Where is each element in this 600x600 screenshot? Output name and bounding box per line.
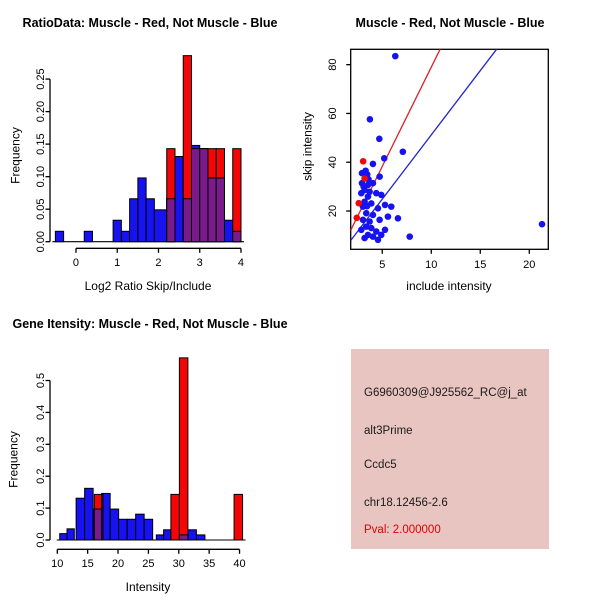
hist-bar-red bbox=[171, 494, 180, 540]
y-tick-label: 0.00 bbox=[34, 230, 47, 253]
ratio-hist-xlabel: Log2 Ratio Skip/Include bbox=[84, 279, 212, 293]
hist-bar-blue bbox=[113, 220, 121, 241]
gene-hist-ylabel: Frequency bbox=[6, 431, 21, 488]
y-tick-label: 0.05 bbox=[34, 198, 47, 220]
x-tick-label: 35 bbox=[203, 558, 216, 570]
scatter-point-blue bbox=[392, 53, 399, 60]
splice-event-text: alt3Prime bbox=[364, 425, 413, 437]
hist-bar-overlap bbox=[233, 231, 241, 241]
hist-bar-blue bbox=[164, 530, 171, 540]
scatter-point-blue bbox=[385, 213, 392, 220]
scatter-point-blue bbox=[381, 155, 388, 162]
x-tick-label: 25 bbox=[142, 558, 155, 570]
scatter-ylabel: skip intensity bbox=[300, 112, 315, 181]
y-tick-label: 60 bbox=[326, 107, 339, 120]
hist-bar-overlap bbox=[167, 199, 175, 242]
ratio-hist-ylabel: Frequency bbox=[8, 127, 23, 184]
pval-text: Pval: 2.000000 bbox=[364, 524, 441, 536]
scatter-xlabel: include intensity bbox=[406, 279, 492, 293]
gene-hist-xlabel: Intensity bbox=[125, 580, 171, 594]
hist-bar-blue bbox=[67, 529, 74, 540]
y-tick-label: 0.15 bbox=[34, 133, 47, 155]
hist-bar-blue bbox=[224, 220, 232, 241]
y-tick-label: 0.10 bbox=[34, 165, 47, 188]
ratio-hist-title: RatioData: Muscle - Red, Not Muscle - Blue bbox=[22, 16, 278, 30]
hist-bar-blue bbox=[55, 231, 63, 241]
hist-bar-blue bbox=[156, 535, 163, 540]
location-text: chr18.12456-2.6 bbox=[364, 497, 448, 509]
scatter-point-red bbox=[361, 175, 368, 182]
gene-name-text: Ccdc5 bbox=[364, 459, 397, 471]
x-tick-label: 10 bbox=[51, 558, 64, 570]
scatter-point-blue bbox=[358, 190, 365, 197]
hist-bar-overlap bbox=[179, 535, 188, 540]
hist-bar-overlap bbox=[102, 494, 103, 540]
y-tick-label: 80 bbox=[326, 58, 339, 71]
hist-bar-blue bbox=[121, 231, 129, 241]
scatter-point-blue bbox=[367, 116, 374, 123]
hist-bar-blue bbox=[154, 210, 166, 242]
x-tick-label: 40 bbox=[233, 558, 246, 570]
hist-bar-blue bbox=[188, 530, 197, 540]
x-tick-label: 5 bbox=[379, 259, 386, 271]
hist-bar-blue bbox=[119, 519, 128, 540]
scatter-point-red bbox=[353, 215, 360, 222]
scatter-point-blue bbox=[406, 233, 413, 240]
hist-bar-blue bbox=[110, 509, 119, 540]
gene-hist-title: Gene Itensity: Muscle - Red, Not Muscle - Blue bbox=[12, 317, 288, 331]
scatter-point-blue bbox=[376, 173, 383, 180]
y-tick-label: 0.25 bbox=[34, 68, 47, 90]
hist-bar-blue bbox=[60, 534, 67, 540]
x-tick-label: 2 bbox=[155, 257, 162, 269]
hist-bar-overlap bbox=[200, 149, 208, 242]
info-panel bbox=[351, 349, 549, 549]
hist-bar-red bbox=[233, 149, 241, 242]
y-tick-label: 0.2 bbox=[34, 468, 47, 484]
scatter-point-blue bbox=[375, 236, 382, 243]
scatter-point-red bbox=[360, 158, 367, 165]
hist-bar-blue bbox=[175, 156, 183, 241]
y-tick-label: 0.20 bbox=[34, 100, 47, 123]
hist-bar-blue bbox=[144, 519, 153, 540]
x-tick-label: 3 bbox=[196, 257, 203, 269]
scatter-point-blue bbox=[378, 192, 385, 199]
scatter-point-blue bbox=[376, 216, 383, 223]
scatter-point-red bbox=[355, 200, 362, 207]
x-tick-label: 20 bbox=[523, 259, 536, 271]
scatter-point-blue bbox=[382, 202, 389, 209]
y-tick-label: 20 bbox=[326, 204, 339, 218]
hist-bar-red bbox=[234, 494, 243, 540]
hist-bar-overlap bbox=[191, 149, 199, 242]
y-tick-label: 0.5 bbox=[34, 372, 47, 389]
probe-id-text: G6960309@J925562_RC@j_at bbox=[364, 387, 527, 399]
hist-bar-blue bbox=[127, 519, 136, 540]
x-tick-label: 4 bbox=[237, 257, 245, 269]
x-tick-label: 20 bbox=[111, 558, 125, 570]
scatter-title: Muscle - Red, Not Muscle - Blue bbox=[355, 16, 545, 30]
x-tick-label: 0 bbox=[72, 257, 80, 269]
scatter-point-blue bbox=[370, 212, 377, 219]
hist-bar-blue bbox=[146, 199, 154, 242]
scatter-point-blue bbox=[361, 235, 368, 242]
scatter-point-blue bbox=[395, 215, 402, 222]
hist-bar-overlap bbox=[216, 178, 224, 242]
y-tick-label: 0.4 bbox=[34, 404, 47, 421]
scatter-point-blue bbox=[358, 226, 365, 233]
hist-bar-blue bbox=[76, 498, 85, 540]
scatter-point-blue bbox=[539, 221, 546, 228]
x-tick-label: 15 bbox=[474, 259, 487, 271]
x-tick-label: 30 bbox=[172, 558, 185, 570]
hist-bar-blue bbox=[136, 514, 145, 540]
y-tick-label: 40 bbox=[326, 156, 339, 169]
x-tick-label: 1 bbox=[114, 257, 121, 269]
scatter-point-blue bbox=[360, 216, 367, 223]
hist-bar-blue bbox=[85, 488, 94, 540]
scatter-point-blue bbox=[370, 161, 377, 168]
scatter-point-blue bbox=[400, 148, 407, 155]
hist-bar-overlap bbox=[208, 178, 216, 242]
hist-bar-blue bbox=[138, 178, 146, 242]
hist-bar-blue bbox=[196, 535, 205, 540]
x-tick-label: 15 bbox=[81, 558, 94, 570]
hist-bar-overlap bbox=[183, 199, 191, 242]
hist-bar-blue bbox=[130, 199, 138, 242]
y-tick-label: 0.3 bbox=[34, 436, 47, 452]
y-tick-label: 0.1 bbox=[34, 500, 47, 516]
x-tick-label: 10 bbox=[425, 259, 438, 271]
scatter-point-blue bbox=[375, 205, 382, 212]
hist-bar-overlap bbox=[94, 509, 101, 540]
hist-bar-blue bbox=[84, 231, 92, 241]
scatter-point-blue bbox=[363, 210, 370, 217]
hist-bar-red bbox=[179, 358, 188, 540]
scatter-point-blue bbox=[376, 136, 383, 143]
scatter-point-blue bbox=[388, 203, 395, 210]
y-tick-label: 0.0 bbox=[34, 532, 47, 548]
